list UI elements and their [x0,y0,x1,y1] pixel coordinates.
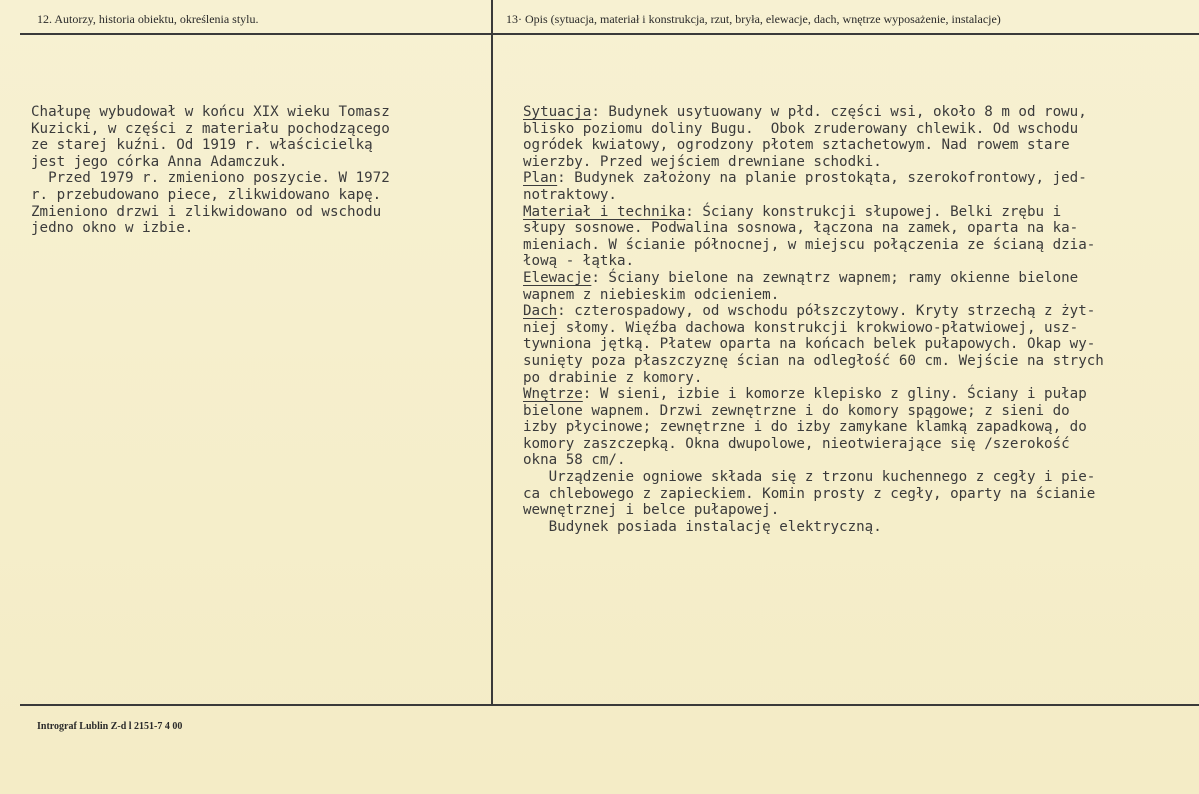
description-line [523,137,1199,154]
description-line-text: po drabinie z komory. [523,369,703,386]
history-line: jedno okno w izbie. [31,220,194,237]
description-line-text: : W sieni, izbie i komorze klepisko z gliny. Ściany i pułap [582,386,1087,403]
description-line [523,121,1199,138]
description-line-text: wapnem z niebieskim odcieniem. [523,286,780,303]
description-line-text: : czterospadowy, od wschodu półszczytowy. Kryty strzechą z żyt- [557,303,1096,320]
section-label: Materiał i technika [523,203,686,220]
history-line: r. przebudowano piece, zlikwidowano kapę. [31,186,382,203]
description-line-text: bielone wapnem. Drzwi zewnętrzne i do komory spągowe; z sieni do [523,402,1070,419]
description-line [523,452,1199,469]
description-line [523,336,1199,353]
description-line [523,502,1199,519]
description-line-text: : Budynek założony na planie prostokąta, szerokofrontowy, jed- [557,170,1087,187]
description-line [523,204,1199,221]
description-line [523,154,1199,171]
description-line [523,220,1199,237]
description-line [523,486,1199,503]
description-line-text: Budynek posiada instalację elektryczną. [523,518,882,535]
description-line [523,403,1199,420]
description-line [523,170,1199,187]
history-line: Kuzicki, w części z materiału pochodzącego [31,120,390,137]
history-line: Przed 1979 r. zmieniono poszycie. W 1972 [31,170,390,187]
section-label: Dach [523,303,558,320]
description-line-text: niej słomy. Więźba dachowa konstrukcji krokwiowo-płatwiowej, usz- [523,319,1079,336]
description-line [523,287,1199,304]
description-line-text: wierzby. Przed wejściem drewniane schodki. [523,153,882,170]
description-line-text: łową - łątka. [523,253,635,270]
history-line: ze starej kuźni. Od 1919 r. właścicielką [31,137,373,154]
description-line-text: : Budynek usytuowany w płd. części wsi, około 8 m od rowu, [591,104,1087,120]
description-line-text: Urządzenie ogniowe składa się z trzonu kuchennego z cegły i pie- [523,469,1096,486]
description-line-text: komory zaszczepką. Okna dwupolowe, nieotwierające się /szerokość [523,435,1070,452]
description-line [523,386,1199,403]
description-line [523,303,1199,320]
section-13-heading: 13· Opis (sytuacja, materiał i konstrukcja, rzut, bryła, elewacje, dach, wnętrze wyposażenie, instalacje) [506,12,1001,26]
description-line-text: tywniona jętką. Płatew oparta na końcach belek pułapowych. Okap wy- [523,336,1096,353]
description-line [523,187,1199,204]
history-line: Zmieniono drzwi i zlikwidowano od wschodu [31,203,382,220]
description-line-text: ogródek kwiatowy, ogrodzony płotem sztachetowym. Nad rowem stare [523,137,1070,154]
description-line [523,104,1199,121]
description-line [523,237,1199,254]
description-line [523,320,1199,337]
description-line-text: mieniach. W ścianie północnej, w miejscu połączenia ze ścianą dzia- [523,236,1096,253]
description-line-text: notraktowy. [523,186,617,203]
section-label: Sytuacja [523,104,592,120]
history-line: Chałupę wybudował w końcu XIX wieku Tomasz [31,104,390,120]
description-text [523,104,1199,535]
description-line [523,436,1199,453]
description-line-text: blisko poziomu doliny Bugu. Obok zruderowany chlewik. Od wschodu [523,120,1079,137]
section-label: Elewacje [523,269,592,286]
description-line-text: izby płycinowe; zewnętrzne i do izby zamykane klamką zapadkową, do [523,419,1087,436]
description-line-text: okna 58 cm/. [523,452,626,469]
description-line-text: słupy sosnowe. Podwalina sosnowa, łączona na zamek, oparta na ka- [523,220,1079,237]
footer-rule [20,704,1199,706]
description-line [523,519,1199,536]
column-divider [491,0,493,706]
section-label: Plan [523,170,558,187]
description-line [523,370,1199,387]
description-line-text: : Ściany bielone na zewnątrz wapnem; ramy okienne bielone [591,269,1079,286]
description-line [523,353,1199,370]
description-line [523,270,1199,287]
section-label: Wnętrze [523,386,583,403]
section-12-heading: 12. Autorzy, historia obiektu, określenia stylu. [37,12,259,26]
description-line [523,469,1199,486]
description-line-text: ca chlebowego z zapieckiem. Komin prosty z cegły, oparty na ścianie [523,485,1096,502]
history-text [31,104,390,237]
description-line-text: wewnętrznej i belce pułapowej. [523,502,780,519]
description-line [523,419,1199,436]
description-line-text: : Ściany konstrukcji słupowej. Belki zrębu i [685,203,1062,220]
printer-imprint: Intrograf Lublin Z-d l 2151-7 4 00 [37,721,183,732]
description-line-text: sunięty poza płaszczyznę ścian na odległość 60 cm. Wejście na strych [523,352,1104,369]
description-line [523,253,1199,270]
history-line: jest jego córka Anna Adamczuk. [31,153,288,170]
header-rule [20,33,1199,35]
